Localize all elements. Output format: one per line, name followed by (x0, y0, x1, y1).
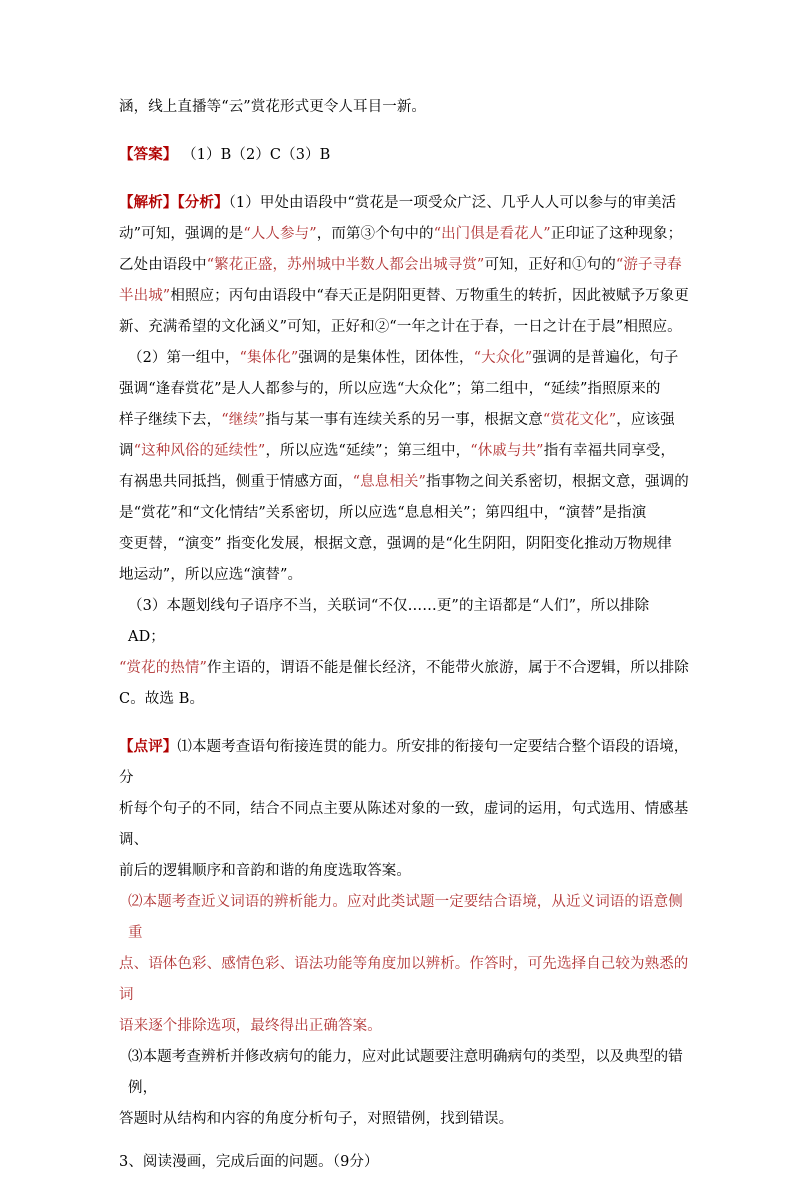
analysis-section (119, 187, 689, 715)
comment-c1-line3: 前后的逻辑顺序和音韵和谐的角度选取答案。 (119, 863, 411, 879)
analysis-p1-line4: 半出城”相照应；丙句由语段中“春天正是阴阳更替、万物重生的转折，因此被赋予万象更 (119, 288, 689, 304)
comment-label: 【点评】 (119, 738, 178, 755)
comment-section (119, 731, 689, 1135)
analysis-p2-line3: 样子继续下去，“继续”指与某一事有连续关系的另一事，根据文意“赏花文化”，应该强 (119, 412, 675, 428)
answer-line (119, 139, 689, 171)
comment-c3-line1: ⑶本题考查辨析并修改病句的能力，应对此试题要注意明确病句的类型，以及典型的错例， (128, 1049, 683, 1096)
comment-c2-line2: 点、语体色彩、感情色彩、语法功能等角度加以辨析。作答时，可先选择自己较为熟悉的词 (119, 956, 689, 1003)
answer-label: 【答案】 (119, 146, 178, 163)
analysis-p1-line5: 新、充满希望的文化涵义”可知，正好和②“一年之计在于春，一日之计在于晨”相照应。 (119, 319, 682, 335)
intro-text: 涵，线上直播等“云”赏花形式更令人耳目一新。 (119, 99, 427, 115)
analysis-label: 【解析】 (119, 194, 178, 211)
analysis-p1-line1: 【解析】【分析】（1）甲处由语段中“赏花是一项受众广泛、几乎人人可以参与的审美活 (119, 194, 677, 211)
comment-c2-line3: 语来逐个排除选项，最终得出正确答案。 (119, 1018, 382, 1034)
document-page (119, 92, 689, 1178)
analysis-p2-line8: 地运动”，所以应选“演替”。 (119, 567, 303, 583)
analysis-p2-line2: 强调“逢春赏花”是人人都参与的，所以应选“大众化”；第二组中，“延续”指照原来的 (119, 381, 661, 397)
analysis-p1-line3: 乙处由语段中“繁花正盛，苏州城中半数人都会出城寻赏”可知，正好和①句的“游子寻春 (119, 257, 682, 273)
analysis-p2-line4: 调“这种风俗的延续性”，所以应选“延续”；第三组中，“休戚与共”指有幸福共同享受， (119, 443, 676, 459)
analysis-p1-line2: 动”可知，强调的是“人人参与”，而第③个句中的“出门俱是看花人”正印证了这种现象； (119, 226, 683, 242)
analysis-p2-line7: 变更替，“演变” 指变化发展，根据文意，强调的是“化生阴阳，阴阳变化推动万物规律 (119, 536, 672, 552)
comment-c3-line2: 答题时从结构和内容的角度分析句子，对照错例，找到错误。 (119, 1111, 514, 1127)
analysis-p3-line1: （3）本题划线句子语序不当，关联词“不仅……更”的主语都是“人们”，所以排除 AD； (128, 598, 650, 645)
question-3-heading: 3、阅读漫画，完成后面的问题。（9分） (119, 1154, 379, 1170)
analysis-p2-line6: 是“赏花”和“文化情结”关系密切，所以应选“息息相关”；第四组中，“演替”是指演 (119, 505, 647, 521)
analysis-p2-line5: 有祸患共同抵挡，侧重于情感方面，“息息相关”指事物之间关系密切，根据文意，强调的 (119, 474, 689, 490)
answer-text: （1）B（2）C（3）B (177, 147, 331, 163)
comment-c1-line2: 析每个句子的不同，结合不同点主要从陈述对象的一致，虚词的运用，句式选用、情感基调、 (119, 801, 689, 848)
comment-c1-line1: 【点评】⑴本题考查语句衔接连贯的能力。所安排的衔接句一定要结合整个语段的语境，分 (119, 738, 689, 786)
fenxi-label: 【分析】 (177, 194, 229, 211)
comment-c2-line1: ⑵本题考查近义词语的辨析能力。应对此类试题一定要结合语境，从近义词语的语意侧重 (128, 894, 683, 941)
analysis-p2-line1: （2）第一组中，“集体化”强调的是集体性，团体性，“大众化”强调的是普遍化，句子 (128, 350, 679, 366)
analysis-p3-line3: C。故选 B。 (119, 691, 205, 707)
analysis-p3-line2: “赏花的热情”作主语的，谓语不能是催长经济，不能带火旅游，属于不合逻辑，所以排除 (119, 660, 689, 676)
